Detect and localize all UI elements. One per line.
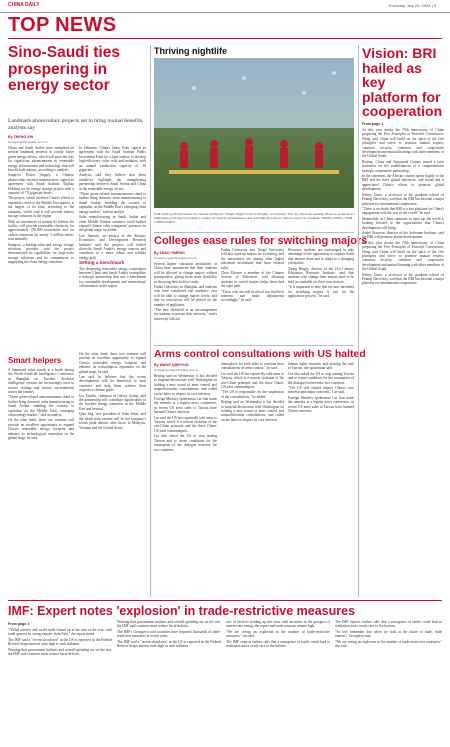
imf-paragraph: "We are seeing an explosion in the number of trade-restrictive measures," she said.: [335, 639, 442, 649]
vision-paragraph: Jeffrey Jones, a professor at the graduate school of Peking University, said that the BRI has become a major platform for international cooperation.: [362, 272, 444, 286]
smart-helpers-caption: A humanoid robot stands at a booth during the World Artificial Intelligence Conference in Shanghai on Tuesday. Artificial intelligence systems are increasingly used in service settings and factory environments across the country.: [8, 368, 74, 395]
arms-column-2: [221, 362, 284, 596]
colleges-paragraph: "The new threshold is an encouragement for students to pursue their interests," said a university official.: [154, 308, 217, 321]
photo-credit: ZHANG PENG / FOR CHINA DAILY: [154, 216, 353, 225]
colleges-column-1: [154, 262, 217, 342]
imf-paragraph: "Global activity and world trade firmed up at the turn of the year, with trade spurred by strong exports from Asia," the report stated.: [8, 628, 112, 637]
photo-caption: [154, 212, 354, 225]
lead-column-1: [8, 146, 74, 352]
lead-paragraph: Lan Jianxun, an analyst at the Sinopec Economics and Development Research Institute, said the projects will further diversify Saudi Arabia's energy sources and contribute to a more robust and reliable energy grid.: [79, 233, 146, 260]
imf-paragraph: The IMF expects further calls that a resurgence of tariffs could lead to retaliation and a costly race to the bottom.: [335, 620, 442, 629]
arms-column-1: [154, 374, 217, 596]
colleges-paragraph: Chen Zhiwen, a member of the Chinese Society of Education, said allowing students to switch majors helps them find the right path.: [221, 271, 284, 289]
arms-email: wangqingyun@chinadaily.com.cn: [154, 368, 199, 372]
imf-paragraph: The IMF's Georgieva said countries have imposed thousands of trade-restrictive measures in recent years.: [117, 629, 221, 639]
lead-paragraph: Qiao Jing, vice president of Jinko Solar, said the Saudi joint venture will be the company's fourth plant abroad, after those in Malaysia, Vietnam and the United States.: [79, 412, 146, 430]
colleges-column-2: [221, 248, 284, 342]
colleges-paragraph: Fudan University in Shanghai said students who have completed one academic year will be able to change majors freely, and that no restrictions will be placed on the number of applicants.: [154, 285, 217, 307]
arms-paragraph: Beijing said on Wednesday it has decided to suspend discussions with Washington on holding a new round of arms control and nonproliferation consultations, and called on the latter to respect its core interests.: [154, 374, 217, 396]
masthead: [0, 0, 450, 13]
imf-column-4: [335, 620, 442, 743]
smart-helpers-text: [8, 368, 74, 595]
lead-paragraph: With an investment of around $1 billion, the facility will provide renewable electricity for approximately 750,000 households and cut carbon emissions by nearly 3 million metric tons annually.: [8, 219, 74, 242]
colleges-paragraph: "It is important to note that the new threshold for switching majors is just for the application process," he said.: [288, 285, 354, 299]
lead-paragraph: In February, China's Jinko Solar signed an agreement with the Saudi Arabian Public Investment Fund for a joint venture to develop high-efficiency solar cells and modules, with an annual production capacity of 10 gigawatts.: [79, 146, 146, 173]
paper-logo: CHINA DAILY: [8, 2, 40, 8]
column-divider: [358, 45, 359, 597]
arms-byline: By WANG QINGYUN: [154, 363, 189, 367]
story-divider: [154, 232, 354, 233]
lead-paragraph: China and Saudi Arabia have embarked on several landmark projects to jointly foster green energy efforts, which will pave the way for significant advancements in renewable energy infrastructure and technology that will benefit both nations, according to analysts.: [8, 146, 74, 173]
lead-email: zhengxin@chinadaily.com.cn: [8, 140, 47, 144]
lead-paragraph: "These green-related announcements stand to further bring domestic solar manufacturing to Saudi Arabia, enabling the country to capitalize on the Middle East's emerging clean energy market," said an analyst.: [8, 395, 74, 418]
arms-paragraph: atmosphere for both sides to continue their consultations on arms control," he said.: [221, 362, 284, 371]
imf-paragraph: The IMF said a "recent slowdown" in the US is expected as the Federal Reserve keeps interest rates high to curb inflation.: [117, 639, 221, 649]
arms-paragraph: Lin also asked the US to stop arming Taiwan and to create conditions for the resumption of the dialogue between the two countries.: [154, 434, 217, 452]
imf-column-2: [117, 620, 221, 743]
photo-caption-text: Folk artists perform dances at a theater during the 'Tianjin Night' event in Tianjin, on Saturday. The city has been making efforts to promote its night-time economy by hosting a variety of cultural performances and activities that attract visitors and local residents.: [154, 212, 354, 221]
vision-paragraph: As this year marks the 70th anniversary of China proposing the Five Principles of Peaceful Coexistence, Wang said China will build on the spirit of the five principles and strive to promote mutual respect, common security, common and cooperative development and mutual learning with other members of the Global South.: [362, 240, 444, 272]
lead-paragraph: Lan said he believes that the recent developments will be beneficial to both countries and help them achieve their respective climate goals.: [79, 375, 146, 393]
vision-paragraph: Meanwhile, as China continues to open up, the world is looking forward to the opportunities that China's development will bring.: [362, 216, 444, 230]
arms-paragraph: Beijing said on Wednesday it has decided to suspend discussions with Washington on holding a new round of arms control and nonproliferation consultations, and called on the latter to respect its core interests.: [221, 400, 284, 422]
colleges-paragraph: Several higher education institutions in China have announced that their students will be allowed to change majors without prerequisites, giving them more flexibility in choosing their field of study.: [154, 262, 217, 284]
lead-column-2: [79, 146, 146, 352]
arms-paragraph: Lin also asked the US to stop arming Taiwan and to create conditions for the resumption of the dialogue between the two countries.: [288, 371, 354, 385]
vision-paragraph: Beijing, China and Equatorial Guinea issued a joint statement on the establishment of a comprehensive strategic cooperative partnership.: [362, 159, 444, 173]
imf-paragraph: "We are seeing an explosion in the number of trade-restrictive measures," she said.: [226, 629, 330, 639]
lead-paragraph: On the other hand, these two ventures will provide an excellent opportunity to expand China's renewable energy footprint and enhance its technological reputation on the global stage, he said.: [79, 352, 146, 374]
imf-paragraph: The IMF expects further calls that a resurgence of tariffs could lead to retaliation and a costly race to the bottom.: [226, 639, 330, 649]
lead-paragraph: Sungrow, a leading solar and energy storage solutions provider, said the project demonstrated its capabilities for large-scale storage solutions and its commitment to supporting the clean energy transition.: [8, 242, 74, 265]
arms-column-3: [288, 362, 354, 596]
vision-paragraph: André Brasseur, director of the Sorbonne Institute, said the BRI will promote global development.: [362, 230, 444, 240]
imf-paragraph: "So let's remember that when we look at the future of trade, trade matters," Georgieva said.: [335, 629, 442, 639]
imf-paragraph: ows of services holding up this year, with increases in the prospect of interest rate easing, the report said trade tensions remain high.: [226, 620, 330, 629]
lead-headline: Sino-Saudi ties prospering in energy sector: [8, 44, 120, 94]
colleges-column-3: [288, 248, 354, 342]
imf-paragraph: The IMF said a "recent slowdown" in the US is expected as the Federal Reserve keeps interest rates high to curb inflation.: [8, 637, 112, 647]
colleges-byline: By ZHAO YIMENG: [154, 251, 185, 255]
colleges-paragraph: However, students are encouraged to take advantage of the opportunity to explore fields that interest them and to adapt to a changing job market.: [288, 248, 354, 266]
vision-paragraph: "There is no doubt that BRI is a key platform for China's engagement with the rest of the world," he said.: [362, 206, 444, 216]
lead-subhead: Setting a benchmark: [79, 260, 125, 266]
imf-column-3: [226, 620, 330, 743]
arms-paragraph: Foreign Ministry spokesman Lin Jian made the remarks at a regular news conference, as recent US arms sales to Taiwan have harmed China's interests.: [154, 397, 217, 415]
lead-paragraph: Sungrow Power Supply, a Chinese photovoltaic inverter manufacturer, signed an agreement with Saudi Arabian Algihaz Holding for an energy storage project with a capacity of 7.8 gigawatt-hours.: [8, 173, 74, 196]
lead-paragraph: Solar manufacturing in Saudi Arabia and other Middle Eastern countries could further expand Chinese solar companies' presence on the global stage, he added.: [79, 215, 146, 233]
imf-paragraph: Warning that government bailouts and overall spending are on the rise, the IMF said countries must reduce fiscal deficits.: [117, 620, 221, 629]
vision-paragraph: As this year marks the 70th anniversary of China proposing the Five Principles of Peaceful Coexistence, Wang said China will build on the spirit of the five principles and strive to promote mutual respect, common security, common and cooperative development and mutual learning with other members of the Global South.: [362, 128, 444, 159]
arms-paragraph: human rights situation and abusing the oath to Taiwan, the spokesman said.: [288, 362, 354, 371]
colleges-paragraph: Xiong Bingqi, director of the 21st Century Education Research Institute, said that students who change their majors need to be held accountable for their own choices.: [288, 266, 354, 284]
arms-paragraph: Lin said the US has repeatedly sold arms to Taiwan, which is a serious violation of the one-China principle and the three China-US joint communiques.: [221, 371, 284, 390]
colleges-headline: Colleges ease rules for switching majors: [154, 235, 368, 247]
section-rule: [8, 38, 442, 39]
issue-date: Thursday, July 20, 2024 | 5: [388, 3, 436, 8]
arms-paragraph: Foreign Ministry spokesman Lin Jian made the remarks at a regular news conference, as recent US arms sales to Taiwan have harmed China's interests.: [288, 395, 354, 414]
lead-paragraph: The project, which involves China's efforts to expand its reach to the Middle East market, is the largest of its kind, according to the company, which said it will provide battery storage solutions in the region.: [8, 196, 74, 219]
lead-paragraph: The deepening renewable energy cooperation between China and Saudi Arabia exemplifies a strategic partnership that sets a benchmark for sustainable development and international collaboration in the region.: [79, 266, 146, 289]
imf-kicker: From page 1: [8, 622, 30, 626]
colleges-paragraph: "Those who are still in school can find their interests and make adjustments accordingly," he said.: [221, 289, 284, 303]
arms-headline: Arms control consultations with US halted: [154, 348, 366, 360]
nightlife-photo: [154, 58, 354, 208]
imf-headline: IMF: Expert notes 'explosion' in trade-restrictive measures: [8, 604, 356, 618]
column-divider: [150, 45, 151, 597]
imf-column-1: [8, 628, 112, 743]
arms-paragraph: "The US side should respect China's core interests and major concerns," Lin said.: [288, 386, 354, 395]
lead-paragraph: "These green-related announcements stand to further bring domestic solar manufacturing to Saudi Arabia, enabling the country to capitalize on the Middle East's emerging clean energy market," said an analyst.: [79, 192, 146, 214]
imf-paragraph: Warning that government bailouts and overall spending are on the rise, the IMF said countries must reduce fiscal deficits.: [8, 647, 112, 657]
vision-paragraph: In the statement, the African country spoke highly of the BRI and the three global initiatives, and found that it appreciated China's efforts to promote global development.: [362, 174, 444, 192]
section-title: TOP NEWS: [8, 14, 117, 36]
lead-byline: By ZHENG XIN: [8, 135, 34, 139]
lead-paragraph: Liu Xiaolin, chairman of Galaxy Group, said the partnership will contribute significantly to the broader energy transition in the Middle East and beyond.: [79, 393, 146, 411]
smart-helpers-title: Smart helpers: [8, 356, 62, 365]
photo-story-title: Thriving nightlife: [154, 46, 227, 56]
lead-paragraph: Analysts said they believe that these initiatives highlight the strengthening partnership between Saudi Arabia and China in the renewable energy sector.: [79, 173, 146, 191]
arms-paragraph: Lin said the US has repeatedly sold arms to Taiwan, which is a serious violation of the one-China principle and the three China-US joint communiques.: [154, 415, 217, 433]
arms-paragraph: "The US is responsible for the suspension of the consultations," he added.: [221, 390, 284, 399]
colleges-paragraph: Fudan University and Tongji University will also open up majors for switching, and the universities are among other higher education institutions that have relaxed rules.: [221, 248, 284, 270]
colleges-email: zhaoyimeng@chinadaily.com.cn: [154, 256, 197, 260]
vision-kicker: From page 1: [362, 122, 384, 126]
imf-rule: [8, 600, 442, 601]
vision-body: [362, 128, 444, 597]
lead-column-2b: [79, 352, 146, 597]
performers-illustration: [154, 58, 354, 208]
lead-paragraph: On the other hand, these two ventures will provide an excellent opportunity to expand China's renewable energy footprint and enhance its technological reputation on the global stage, he said.: [8, 418, 74, 441]
vision-paragraph: Jeffrey Jones, a professor at the graduate school of Peking University, said that the BRI has become a major platform for international cooperation.: [362, 192, 444, 206]
lead-deck: Landmark photovoltaic projects set to bring mutual benefits, analysts say: [8, 118, 144, 131]
vision-headline: Vision: BRI hailed as key platform for cooperation: [362, 45, 443, 119]
story-divider: [154, 345, 354, 346]
